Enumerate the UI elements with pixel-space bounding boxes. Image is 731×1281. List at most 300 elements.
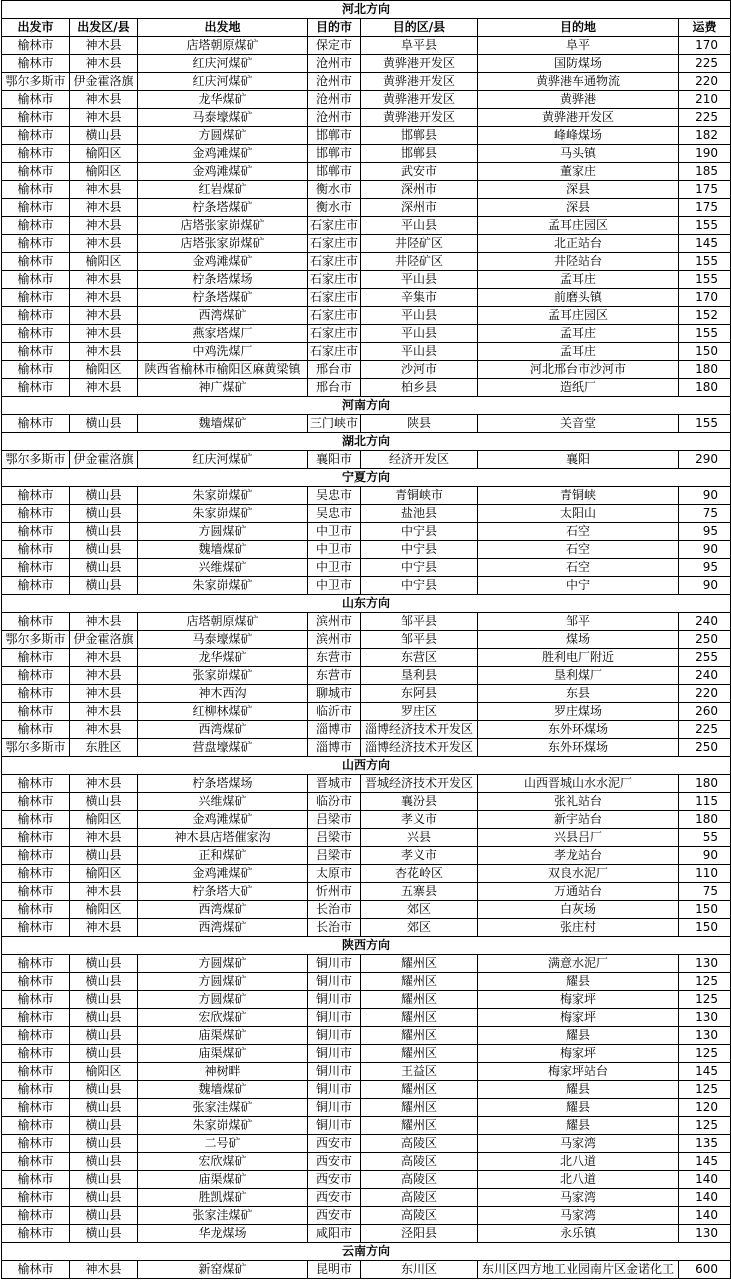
header-origin-site: 出发地 bbox=[138, 19, 308, 37]
cell-dest-city: 临汾市 bbox=[308, 793, 361, 811]
cell-origin-district: 横山县 bbox=[70, 1207, 138, 1225]
table-row bbox=[2, 1171, 731, 1189]
cell-origin-site: 西湾煤矿 bbox=[138, 721, 308, 739]
cell-dest-site: 深县 bbox=[478, 181, 679, 199]
cell-dest-city: 中卫市 bbox=[308, 577, 361, 595]
cell-dest-site: 襄阳 bbox=[478, 451, 679, 469]
cell-origin-district: 神木县 bbox=[70, 919, 138, 937]
cell-dest-district: 辛集市 bbox=[361, 289, 478, 307]
cell-origin-city: 榆林市 bbox=[2, 991, 70, 1009]
header-origin-district: 出发区/县 bbox=[70, 19, 138, 37]
cell-origin-city: 榆林市 bbox=[2, 217, 70, 235]
cell-dest-city: 铜川市 bbox=[308, 1117, 361, 1135]
cell-origin-site: 金鸡滩煤矿 bbox=[138, 163, 308, 181]
cell-dest-district: 陕县 bbox=[361, 415, 478, 433]
cell-freight: 220 bbox=[679, 685, 731, 703]
cell-dest-district: 兴县 bbox=[361, 829, 478, 847]
cell-origin-site: 龙华煤矿 bbox=[138, 649, 308, 667]
cell-origin-district: 东胜区 bbox=[70, 739, 138, 757]
cell-origin-district: 伊金霍洛旗 bbox=[70, 73, 138, 91]
cell-origin-district: 神木县 bbox=[70, 1261, 138, 1279]
cell-freight: 180 bbox=[679, 379, 731, 397]
cell-freight: 180 bbox=[679, 811, 731, 829]
cell-dest-district: 淄博经济技术开发区 bbox=[361, 721, 478, 739]
cell-dest-site: 孟耳庄 bbox=[478, 325, 679, 343]
table-row bbox=[2, 1117, 731, 1135]
cell-dest-district: 平山县 bbox=[361, 217, 478, 235]
cell-origin-site: 柠条塔大矿 bbox=[138, 883, 308, 901]
cell-dest-district: 平山县 bbox=[361, 343, 478, 361]
cell-origin-district: 神木县 bbox=[70, 325, 138, 343]
cell-dest-city: 铜川市 bbox=[308, 1099, 361, 1117]
cell-dest-district: 黄骅港开发区 bbox=[361, 91, 478, 109]
cell-freight: 290 bbox=[679, 451, 731, 469]
cell-origin-city: 榆林市 bbox=[2, 1045, 70, 1063]
cell-origin-district: 伊金霍洛旗 bbox=[70, 631, 138, 649]
cell-origin-site: 兴维煤矿 bbox=[138, 793, 308, 811]
cell-dest-site: 黄骅港开发区 bbox=[478, 109, 679, 127]
cell-origin-city: 榆林市 bbox=[2, 559, 70, 577]
cell-origin-site: 朱家峁煤矿 bbox=[138, 1117, 308, 1135]
table-row bbox=[2, 1027, 731, 1045]
cell-origin-site: 中鸡洗煤厂 bbox=[138, 343, 308, 361]
cell-dest-district: 邹平县 bbox=[361, 613, 478, 631]
cell-freight: 210 bbox=[679, 91, 731, 109]
table-row bbox=[2, 325, 731, 343]
cell-origin-district: 横山县 bbox=[70, 1099, 138, 1117]
cell-origin-site: 魏墙煤矿 bbox=[138, 1081, 308, 1099]
table-row bbox=[2, 1153, 731, 1171]
cell-origin-city: 榆林市 bbox=[2, 343, 70, 361]
cell-origin-city: 榆林市 bbox=[2, 1081, 70, 1099]
cell-freight: 170 bbox=[679, 289, 731, 307]
cell-dest-district: 深州市 bbox=[361, 199, 478, 217]
cell-dest-city: 吴忠市 bbox=[308, 505, 361, 523]
cell-origin-site: 柠条塔煤场 bbox=[138, 271, 308, 289]
cell-origin-site: 神木西沟 bbox=[138, 685, 308, 703]
cell-origin-site: 龙华煤矿 bbox=[138, 91, 308, 109]
cell-freight: 175 bbox=[679, 199, 731, 217]
cell-freight: 125 bbox=[679, 1045, 731, 1063]
table-row bbox=[2, 415, 731, 433]
cell-dest-district: 经济开发区 bbox=[361, 451, 478, 469]
cell-origin-city: 榆林市 bbox=[2, 1117, 70, 1135]
cell-origin-district: 神木县 bbox=[70, 685, 138, 703]
section-row bbox=[2, 937, 731, 955]
cell-dest-city: 石家庄市 bbox=[308, 235, 361, 253]
cell-origin-city: 榆林市 bbox=[2, 361, 70, 379]
cell-dest-city: 铜川市 bbox=[308, 991, 361, 1009]
cell-freight: 125 bbox=[679, 1117, 731, 1135]
table-row bbox=[2, 145, 731, 163]
cell-dest-district: 耀州区 bbox=[361, 1099, 478, 1117]
cell-origin-city: 榆林市 bbox=[2, 523, 70, 541]
section-row bbox=[2, 595, 731, 613]
cell-origin-district: 横山县 bbox=[70, 793, 138, 811]
cell-origin-city: 榆林市 bbox=[2, 721, 70, 739]
cell-dest-site: 造纸厂 bbox=[478, 379, 679, 397]
cell-dest-city: 保定市 bbox=[308, 37, 361, 55]
cell-dest-city: 邯郸市 bbox=[308, 163, 361, 181]
section-title: 云南方向 bbox=[2, 1243, 731, 1261]
cell-freight: 250 bbox=[679, 631, 731, 649]
cell-origin-city: 榆林市 bbox=[2, 1171, 70, 1189]
cell-origin-city: 榆林市 bbox=[2, 253, 70, 271]
cell-dest-district: 平山县 bbox=[361, 271, 478, 289]
cell-dest-site: 新宇站台 bbox=[478, 811, 679, 829]
cell-dest-district: 深州市 bbox=[361, 181, 478, 199]
cell-freight: 95 bbox=[679, 523, 731, 541]
cell-origin-city: 榆林市 bbox=[2, 829, 70, 847]
cell-origin-site: 金鸡滩煤矿 bbox=[138, 253, 308, 271]
cell-dest-city: 衡水市 bbox=[308, 181, 361, 199]
cell-dest-site: 北八道 bbox=[478, 1171, 679, 1189]
cell-dest-site: 双良水泥厂 bbox=[478, 865, 679, 883]
cell-dest-site: 关音堂 bbox=[478, 415, 679, 433]
table-row bbox=[2, 793, 731, 811]
cell-dest-site: 耀县 bbox=[478, 973, 679, 991]
cell-origin-city: 榆林市 bbox=[2, 199, 70, 217]
cell-dest-site: 东川区四方地工业园南片区金诺化工 bbox=[478, 1261, 679, 1279]
cell-dest-site: 罗庄煤场 bbox=[478, 703, 679, 721]
cell-freight: 150 bbox=[679, 901, 731, 919]
cell-origin-district: 神木县 bbox=[70, 343, 138, 361]
table-row bbox=[2, 1081, 731, 1099]
cell-origin-city: 榆林市 bbox=[2, 649, 70, 667]
cell-dest-city: 忻州市 bbox=[308, 883, 361, 901]
cell-origin-district: 神木县 bbox=[70, 289, 138, 307]
cell-freight: 135 bbox=[679, 1135, 731, 1153]
cell-origin-site: 西湾煤矿 bbox=[138, 919, 308, 937]
cell-dest-city: 东营市 bbox=[308, 667, 361, 685]
table-row bbox=[2, 739, 731, 757]
cell-dest-site: 前磨头镇 bbox=[478, 289, 679, 307]
section-row bbox=[2, 469, 731, 487]
table-row bbox=[2, 343, 731, 361]
cell-origin-site: 店塔张家峁煤矿 bbox=[138, 235, 308, 253]
cell-dest-site: 胜利电厂附近 bbox=[478, 649, 679, 667]
cell-origin-site: 马泰壕煤矿 bbox=[138, 631, 308, 649]
cell-origin-district: 横山县 bbox=[70, 1117, 138, 1135]
table-row bbox=[2, 199, 731, 217]
table-row bbox=[2, 271, 731, 289]
cell-dest-district: 中宁县 bbox=[361, 541, 478, 559]
table-row bbox=[2, 991, 731, 1009]
cell-origin-district: 伊金霍洛旗 bbox=[70, 451, 138, 469]
section-title: 陕西方向 bbox=[2, 937, 731, 955]
cell-origin-district: 榆阳区 bbox=[70, 145, 138, 163]
table-row bbox=[2, 829, 731, 847]
header-dest-site: 目的地 bbox=[478, 19, 679, 37]
table-row bbox=[2, 847, 731, 865]
table-row bbox=[2, 1261, 731, 1279]
table-row bbox=[2, 721, 731, 739]
cell-origin-site: 庙渠煤矿 bbox=[138, 1027, 308, 1045]
cell-freight: 140 bbox=[679, 1207, 731, 1225]
cell-dest-district: 邯郸县 bbox=[361, 127, 478, 145]
cell-dest-district: 耀州区 bbox=[361, 1009, 478, 1027]
cell-dest-city: 中卫市 bbox=[308, 523, 361, 541]
cell-dest-site: 阜平 bbox=[478, 37, 679, 55]
cell-origin-district: 神木县 bbox=[70, 775, 138, 793]
cell-origin-site: 庙渠煤矿 bbox=[138, 1045, 308, 1063]
cell-origin-site: 陕西省榆林市榆阳区麻黄梁镇 bbox=[138, 361, 308, 379]
header-row bbox=[2, 19, 731, 37]
cell-freight: 120 bbox=[679, 1099, 731, 1117]
cell-origin-city: 榆林市 bbox=[2, 865, 70, 883]
cell-origin-site: 方圆煤矿 bbox=[138, 973, 308, 991]
header-origin-city: 出发市 bbox=[2, 19, 70, 37]
cell-freight: 125 bbox=[679, 973, 731, 991]
cell-dest-site: 邹平 bbox=[478, 613, 679, 631]
cell-dest-site: 孟耳庄园区 bbox=[478, 217, 679, 235]
table-row bbox=[2, 37, 731, 55]
cell-origin-site: 方圆煤矿 bbox=[138, 523, 308, 541]
cell-origin-city: 榆林市 bbox=[2, 325, 70, 343]
cell-origin-city: 榆林市 bbox=[2, 91, 70, 109]
cell-dest-district: 高陵区 bbox=[361, 1189, 478, 1207]
cell-dest-site: 梅家坪站台 bbox=[478, 1063, 679, 1081]
table-row bbox=[2, 703, 731, 721]
cell-dest-city: 吴忠市 bbox=[308, 487, 361, 505]
cell-dest-site: 孝龙站台 bbox=[478, 847, 679, 865]
cell-dest-district: 阜平县 bbox=[361, 37, 478, 55]
cell-origin-district: 神木县 bbox=[70, 721, 138, 739]
table-row bbox=[2, 487, 731, 505]
cell-freight: 125 bbox=[679, 1081, 731, 1099]
cell-dest-site: 马头镇 bbox=[478, 145, 679, 163]
cell-dest-district: 泾阳县 bbox=[361, 1225, 478, 1243]
cell-dest-district: 淄博经济技术开发区 bbox=[361, 739, 478, 757]
cell-dest-district: 五寨县 bbox=[361, 883, 478, 901]
table-row bbox=[2, 523, 731, 541]
cell-dest-district: 孝义市 bbox=[361, 811, 478, 829]
cell-origin-site: 马泰壕煤矿 bbox=[138, 109, 308, 127]
cell-dest-city: 铜川市 bbox=[308, 1081, 361, 1099]
table-row bbox=[2, 109, 731, 127]
cell-origin-city: 榆林市 bbox=[2, 955, 70, 973]
cell-origin-district: 榆阳区 bbox=[70, 1063, 138, 1081]
cell-dest-site: 梅家坪 bbox=[478, 1045, 679, 1063]
cell-dest-city: 西安市 bbox=[308, 1171, 361, 1189]
cell-origin-site: 新窑煤矿 bbox=[138, 1261, 308, 1279]
cell-dest-city: 石家庄市 bbox=[308, 217, 361, 235]
freight-table-body bbox=[2, 1, 731, 1279]
cell-dest-site: 北正站台 bbox=[478, 235, 679, 253]
cell-origin-city: 榆林市 bbox=[2, 145, 70, 163]
cell-origin-site: 魏墙煤矿 bbox=[138, 415, 308, 433]
cell-origin-district: 神木县 bbox=[70, 703, 138, 721]
cell-origin-city: 榆林市 bbox=[2, 613, 70, 631]
cell-origin-site: 店塔朝原煤矿 bbox=[138, 37, 308, 55]
cell-origin-site: 神广煤矿 bbox=[138, 379, 308, 397]
table-row bbox=[2, 361, 731, 379]
cell-origin-district: 横山县 bbox=[70, 1171, 138, 1189]
cell-dest-district: 高陵区 bbox=[361, 1153, 478, 1171]
cell-dest-site: 石空 bbox=[478, 523, 679, 541]
cell-freight: 180 bbox=[679, 775, 731, 793]
cell-dest-site: 耀县 bbox=[478, 1027, 679, 1045]
cell-dest-district: 罗庄区 bbox=[361, 703, 478, 721]
cell-origin-city: 榆林市 bbox=[2, 505, 70, 523]
cell-origin-district: 横山县 bbox=[70, 847, 138, 865]
cell-dest-city: 吕梁市 bbox=[308, 811, 361, 829]
cell-origin-city: 榆林市 bbox=[2, 1135, 70, 1153]
table-row bbox=[2, 181, 731, 199]
cell-dest-site: 北八道 bbox=[478, 1153, 679, 1171]
cell-freight: 175 bbox=[679, 181, 731, 199]
table-row bbox=[2, 127, 731, 145]
cell-dest-city: 昆明市 bbox=[308, 1261, 361, 1279]
cell-dest-site: 梅家坪 bbox=[478, 991, 679, 1009]
cell-origin-district: 神木县 bbox=[70, 883, 138, 901]
cell-origin-district: 横山县 bbox=[70, 973, 138, 991]
cell-origin-district: 神木县 bbox=[70, 199, 138, 217]
cell-dest-district: 井陉矿区 bbox=[361, 253, 478, 271]
cell-freight: 125 bbox=[679, 991, 731, 1009]
cell-origin-district: 神木县 bbox=[70, 667, 138, 685]
cell-origin-city: 榆林市 bbox=[2, 1207, 70, 1225]
cell-dest-district: 东阿县 bbox=[361, 685, 478, 703]
cell-dest-site: 石空 bbox=[478, 559, 679, 577]
cell-dest-site: 石空 bbox=[478, 541, 679, 559]
cell-dest-district: 平山县 bbox=[361, 307, 478, 325]
cell-dest-site: 永乐镇 bbox=[478, 1225, 679, 1243]
cell-origin-district: 横山县 bbox=[70, 1225, 138, 1243]
cell-origin-site: 燕家塔煤厂 bbox=[138, 325, 308, 343]
cell-freight: 225 bbox=[679, 721, 731, 739]
cell-freight: 155 bbox=[679, 325, 731, 343]
cell-dest-site: 黄骅港车通物流 bbox=[478, 73, 679, 91]
cell-dest-site: 垦利煤厂 bbox=[478, 667, 679, 685]
cell-dest-district: 耀州区 bbox=[361, 955, 478, 973]
cell-origin-district: 神木县 bbox=[70, 217, 138, 235]
cell-origin-district: 横山县 bbox=[70, 1081, 138, 1099]
cell-freight: 145 bbox=[679, 1153, 731, 1171]
cell-origin-district: 榆阳区 bbox=[70, 865, 138, 883]
table-row bbox=[2, 901, 731, 919]
cell-origin-city: 榆林市 bbox=[2, 811, 70, 829]
cell-freight: 130 bbox=[679, 1009, 731, 1027]
table-row bbox=[2, 73, 731, 91]
cell-dest-district: 晋城经济技术开发区 bbox=[361, 775, 478, 793]
cell-dest-city: 石家庄市 bbox=[308, 289, 361, 307]
cell-origin-city: 榆林市 bbox=[2, 919, 70, 937]
cell-dest-city: 铜川市 bbox=[308, 973, 361, 991]
table-row bbox=[2, 649, 731, 667]
cell-freight: 152 bbox=[679, 307, 731, 325]
cell-origin-district: 横山县 bbox=[70, 1027, 138, 1045]
cell-origin-district: 神木县 bbox=[70, 613, 138, 631]
cell-dest-site: 马家湾 bbox=[478, 1189, 679, 1207]
cell-dest-city: 邯郸市 bbox=[308, 145, 361, 163]
table-row bbox=[2, 91, 731, 109]
cell-dest-district: 耀州区 bbox=[361, 1045, 478, 1063]
cell-freight: 130 bbox=[679, 1225, 731, 1243]
cell-freight: 150 bbox=[679, 919, 731, 937]
table-row bbox=[2, 631, 731, 649]
table-row bbox=[2, 955, 731, 973]
section-title: 湖北方向 bbox=[2, 433, 731, 451]
cell-origin-city: 鄂尔多斯市 bbox=[2, 739, 70, 757]
cell-freight: 95 bbox=[679, 559, 731, 577]
cell-dest-district: 邹平县 bbox=[361, 631, 478, 649]
cell-origin-district: 横山县 bbox=[70, 1135, 138, 1153]
section-title: 山西方向 bbox=[2, 757, 731, 775]
cell-origin-site: 西湾煤矿 bbox=[138, 307, 308, 325]
cell-freight: 140 bbox=[679, 1171, 731, 1189]
cell-origin-district: 横山县 bbox=[70, 1153, 138, 1171]
section-row bbox=[2, 1, 731, 19]
table-row bbox=[2, 1099, 731, 1117]
cell-dest-city: 三门峡市 bbox=[308, 415, 361, 433]
cell-origin-district: 神木县 bbox=[70, 235, 138, 253]
cell-dest-district: 武安市 bbox=[361, 163, 478, 181]
cell-origin-city: 榆林市 bbox=[2, 1225, 70, 1243]
cell-freight: 155 bbox=[679, 253, 731, 271]
cell-dest-site: 万通站台 bbox=[478, 883, 679, 901]
cell-freight: 250 bbox=[679, 739, 731, 757]
cell-origin-site: 柠条塔煤矿 bbox=[138, 289, 308, 307]
cell-origin-district: 横山县 bbox=[70, 991, 138, 1009]
cell-origin-city: 榆林市 bbox=[2, 1027, 70, 1045]
cell-dest-city: 石家庄市 bbox=[308, 343, 361, 361]
cell-origin-city: 榆林市 bbox=[2, 901, 70, 919]
cell-dest-district: 沙河市 bbox=[361, 361, 478, 379]
cell-dest-district: 盐池县 bbox=[361, 505, 478, 523]
cell-origin-city: 榆林市 bbox=[2, 973, 70, 991]
cell-dest-site: 中宁 bbox=[478, 577, 679, 595]
cell-origin-city: 鄂尔多斯市 bbox=[2, 451, 70, 469]
cell-dest-city: 沧州市 bbox=[308, 109, 361, 127]
cell-dest-site: 董家庄 bbox=[478, 163, 679, 181]
cell-origin-site: 店塔朝原煤矿 bbox=[138, 613, 308, 631]
cell-dest-district: 垦利县 bbox=[361, 667, 478, 685]
cell-origin-site: 朱家峁煤矿 bbox=[138, 577, 308, 595]
cell-origin-district: 横山县 bbox=[70, 415, 138, 433]
cell-dest-district: 耀州区 bbox=[361, 1117, 478, 1135]
cell-dest-city: 西安市 bbox=[308, 1189, 361, 1207]
cell-freight: 145 bbox=[679, 235, 731, 253]
cell-origin-district: 神木县 bbox=[70, 649, 138, 667]
cell-freight: 220 bbox=[679, 73, 731, 91]
table-row bbox=[2, 865, 731, 883]
cell-dest-city: 长治市 bbox=[308, 919, 361, 937]
section-row bbox=[2, 397, 731, 415]
cell-origin-site: 金鸡滩煤矿 bbox=[138, 145, 308, 163]
table-row bbox=[2, 541, 731, 559]
cell-origin-site: 红柳林煤矿 bbox=[138, 703, 308, 721]
cell-dest-site: 孟耳庄 bbox=[478, 343, 679, 361]
cell-dest-district: 青铜峡市 bbox=[361, 487, 478, 505]
cell-freight: 240 bbox=[679, 613, 731, 631]
cell-dest-city: 淄博市 bbox=[308, 721, 361, 739]
cell-dest-site: 国防煤场 bbox=[478, 55, 679, 73]
cell-dest-district: 高陵区 bbox=[361, 1171, 478, 1189]
cell-dest-city: 吕梁市 bbox=[308, 847, 361, 865]
table-row bbox=[2, 1225, 731, 1243]
cell-origin-site: 西湾煤矿 bbox=[138, 901, 308, 919]
table-row bbox=[2, 307, 731, 325]
cell-origin-site: 胜凯煤矿 bbox=[138, 1189, 308, 1207]
cell-dest-district: 郊区 bbox=[361, 919, 478, 937]
cell-dest-district: 王益区 bbox=[361, 1063, 478, 1081]
cell-dest-site: 东县 bbox=[478, 685, 679, 703]
cell-origin-site: 金鸡滩煤矿 bbox=[138, 811, 308, 829]
cell-origin-site: 红庆河煤矿 bbox=[138, 55, 308, 73]
cell-origin-city: 榆林市 bbox=[2, 847, 70, 865]
cell-origin-site: 二号矿 bbox=[138, 1135, 308, 1153]
